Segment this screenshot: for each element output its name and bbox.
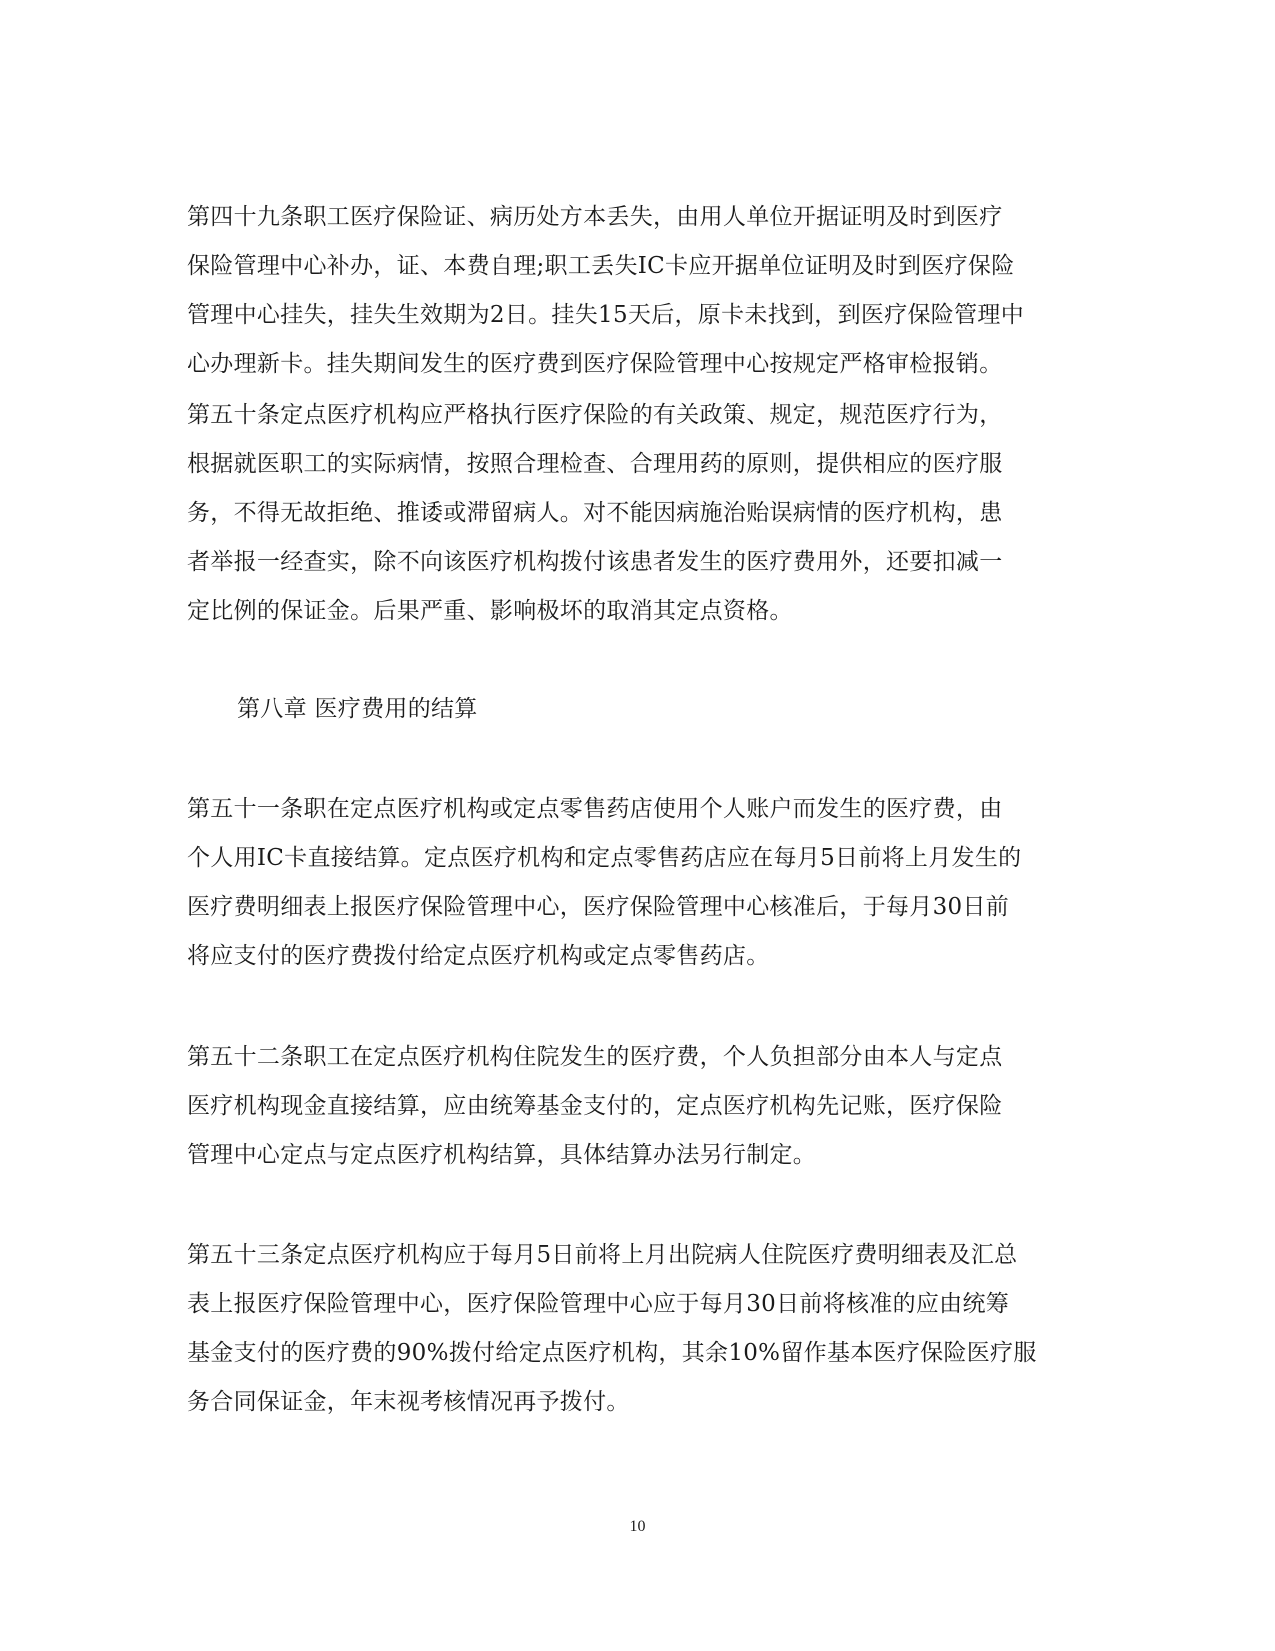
text-line: 医疗费明细表上报医疗保险管理中心，医疗保险管理中心核准后，于每月30日前 <box>187 894 1010 920</box>
article-50 <box>187 391 1067 636</box>
text-line: 管理中心挂失，挂失生效期为2日。挂失15天后，原卡未找到，到医疗保险管理中 <box>187 302 1024 328</box>
text-line: 表上报医疗保险管理中心，医疗保险管理中心应于每月30日前将核准的应由统筹 <box>187 1291 1010 1317</box>
text-line: 务合同保证金，年末视考核情况再予拨付。 <box>187 1389 630 1415</box>
text-line: 管理中心定点与定点医疗机构结算，具体结算办法另行制定。 <box>187 1142 817 1168</box>
text-line: 第五十一条职在定点医疗机构或定点零售药店使用个人账户而发生的医疗费，由 <box>187 796 1003 822</box>
text-line: 根据就医职工的实际病情，按照合理检查、合理用药的原则，提供相应的医疗服 <box>187 451 1003 477</box>
text-line: 者举报一经查实，除不向该医疗机构拨付该患者发生的医疗费用外，还要扣减一 <box>187 549 1003 575</box>
article-49 <box>187 193 1067 389</box>
text-line: 将应支付的医疗费拨付给定点医疗机构或定点零售药店。 <box>187 943 770 969</box>
text-line: 第五十条定点医疗机构应严格执行医疗保险的有关政策、规定，规范医疗行为， <box>187 402 1003 428</box>
text-line: 基金支付的医疗费的90%拨付给定点医疗机构，其余10%留作基本医疗保险医疗服 <box>187 1340 1037 1366</box>
chapter-heading: 第八章 医疗费用的结算 <box>237 696 478 722</box>
article-51 <box>187 785 1067 981</box>
text-line: 第五十三条定点医疗机构应于每月5日前将上月出院病人住院医疗费明细表及汇总 <box>187 1242 1018 1268</box>
text-line: 务，不得无故拒绝、推诿或滞留病人。对不能因病施治贻误病情的医疗机构，患 <box>187 500 1003 526</box>
text-line: 保险管理中心补办，证、本费自理;职工丢失IC卡应开据单位证明及时到医疗保险 <box>187 253 1015 279</box>
text-line: 定比例的保证金。后果严重、影响极坏的取消其定点资格。 <box>187 598 793 624</box>
text-line: 心办理新卡。挂失期间发生的医疗费到医疗保险管理中心按规定严格审检报销。 <box>187 351 1003 377</box>
text-line: 医疗机构现金直接结算，应由统筹基金支付的，定点医疗机构先记账，医疗保险 <box>187 1093 1003 1119</box>
text-line: 第四十九条职工医疗保险证、病历处方本丢失，由用人单位开据证明及时到医疗 <box>187 204 1003 230</box>
text-line: 第五十二条职工在定点医疗机构住院发生的医疗费，个人负担部分由本人与定点 <box>187 1044 1003 1070</box>
article-53 <box>187 1231 1067 1427</box>
text-line: 个人用IC卡直接结算。定点医疗机构和定点零售药店应在每月5日前将上月发生的 <box>187 845 1022 871</box>
page-number: 10 <box>629 1518 646 1535</box>
article-52 <box>187 1033 1067 1180</box>
